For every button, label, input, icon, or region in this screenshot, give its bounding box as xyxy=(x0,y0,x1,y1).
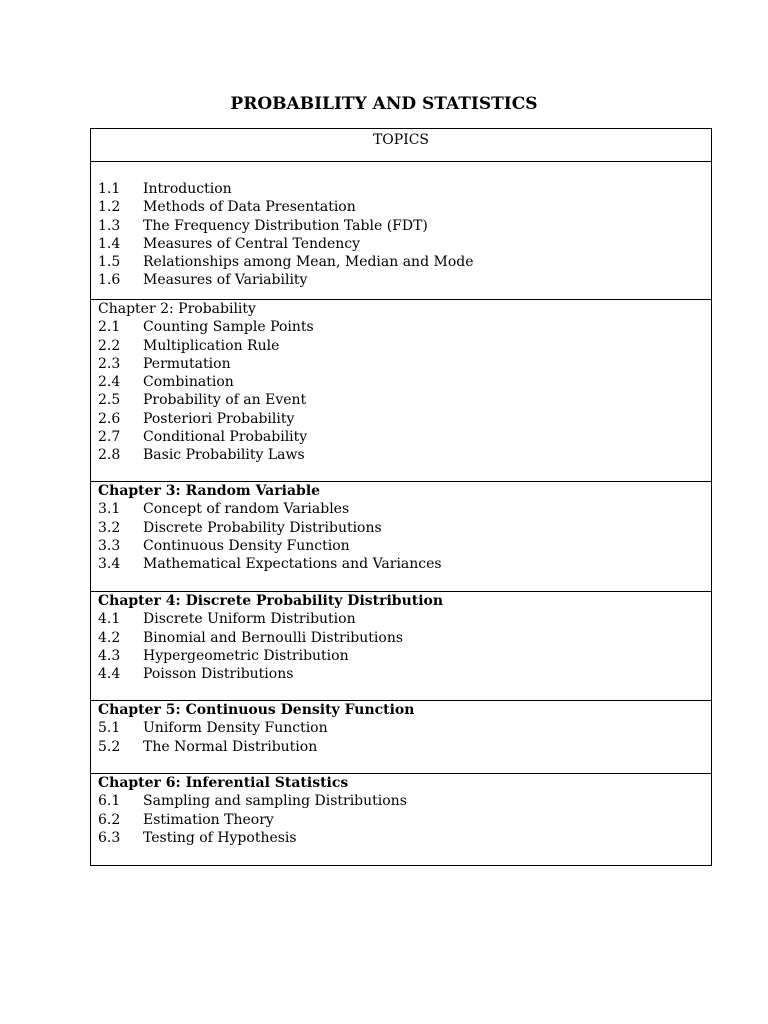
topic-number: 1.2 xyxy=(98,199,121,216)
section-6 xyxy=(91,773,711,865)
topic-item xyxy=(98,355,711,373)
topic-number: 2.6 xyxy=(98,410,121,427)
topic-number: 1.1 xyxy=(98,181,121,197)
topic-item xyxy=(98,373,711,391)
section-5 xyxy=(91,700,711,773)
topic-text: The Normal Distribution xyxy=(143,738,318,755)
topic-text: Concept of random Variables xyxy=(143,501,350,518)
topic-number: 1.6 xyxy=(98,272,121,289)
chapter-heading: Chapter 2: Probability xyxy=(98,301,256,317)
topic-text: Introduction xyxy=(143,181,232,197)
topic-text: Sampling and sampling Distributions xyxy=(143,793,407,810)
topic-item xyxy=(98,500,711,518)
chapter-heading: Chapter 3: Random Variable xyxy=(98,483,321,499)
chapter-heading: Chapter 6: Inferential Statistics xyxy=(98,775,349,791)
topic-text: Methods of Data Presentation xyxy=(143,199,356,216)
topic-item xyxy=(98,537,711,555)
topic-item xyxy=(98,253,711,271)
page-title: PROBABILITY AND STATISTICS xyxy=(230,94,538,114)
topic-text: Counting Sample Points xyxy=(143,319,314,336)
topic-text: The Frequency Distribution Table (FDT) xyxy=(143,217,428,234)
topic-number: 3.1 xyxy=(98,501,121,518)
topic-item xyxy=(98,665,711,683)
topic-text: Measures of Variability xyxy=(143,272,308,289)
topic-item xyxy=(98,719,711,737)
topic-item xyxy=(98,410,711,428)
topic-text: Mathematical Expectations and Variances xyxy=(143,556,442,573)
topic-number: 2.2 xyxy=(98,337,121,354)
topic-number: 2.4 xyxy=(98,374,121,391)
topic-number: 3.4 xyxy=(98,556,121,573)
topics-table xyxy=(90,128,712,866)
topic-item xyxy=(98,337,711,355)
topic-number: 6.1 xyxy=(98,793,121,810)
topic-item xyxy=(98,647,711,665)
topic-number: 4.1 xyxy=(98,611,121,628)
topic-number: 2.8 xyxy=(98,447,121,464)
topic-number: 1.3 xyxy=(98,217,121,234)
topic-number: 6.3 xyxy=(98,829,121,846)
chapter-heading: Chapter 4: Discrete Probability Distribution xyxy=(98,593,444,609)
topic-text: Basic Probability Laws xyxy=(143,447,305,464)
topic-item xyxy=(98,198,711,216)
topic-number: 3.2 xyxy=(98,519,121,536)
topic-number: 1.5 xyxy=(98,254,121,271)
topic-item xyxy=(98,391,711,409)
topic-text: Discrete Probability Distributions xyxy=(143,519,382,536)
section-3 xyxy=(91,481,711,591)
topic-item xyxy=(98,555,711,573)
topic-text: Discrete Uniform Distribution xyxy=(143,611,356,628)
topic-text: Poisson Distributions xyxy=(143,666,294,683)
topic-text: Binomial and Bernoulli Distributions xyxy=(143,629,404,646)
topic-item xyxy=(98,217,711,235)
topic-number: 5.2 xyxy=(98,738,121,755)
topic-number: 2.3 xyxy=(98,355,121,372)
topic-item xyxy=(98,519,711,537)
topic-text: Uniform Density Function xyxy=(143,720,328,737)
topic-number: 2.1 xyxy=(98,319,121,336)
topic-text: Estimation Theory xyxy=(143,811,274,828)
topic-item xyxy=(98,318,711,336)
topic-number: 6.2 xyxy=(98,811,121,828)
topic-text: Relationships among Mean, Median and Mode xyxy=(143,254,474,271)
topic-text: Multiplication Rule xyxy=(143,337,280,354)
topic-item xyxy=(98,738,711,756)
section-1 xyxy=(91,161,711,299)
topic-number: 2.7 xyxy=(98,429,121,446)
topic-number: 4.4 xyxy=(98,666,121,683)
topic-item xyxy=(98,428,711,446)
topic-item xyxy=(98,829,711,847)
topic-item xyxy=(98,446,711,464)
topic-item xyxy=(98,792,711,810)
topic-text: Probability of an Event xyxy=(143,392,307,409)
topic-number: 5.1 xyxy=(98,720,121,737)
topic-item xyxy=(98,271,711,289)
topic-text: Conditional Probability xyxy=(143,429,308,446)
topic-number: 4.3 xyxy=(98,647,121,664)
section-4 xyxy=(91,591,711,700)
topic-text: Combination xyxy=(143,374,234,391)
topics-header: TOPICS xyxy=(372,132,430,148)
topic-text: Testing of Hypothesis xyxy=(143,829,297,846)
topic-number: 4.2 xyxy=(98,629,121,646)
topic-item xyxy=(98,811,711,829)
topic-text: Measures of Central Tendency xyxy=(143,235,361,252)
topic-item xyxy=(98,180,711,198)
topic-number: 3.3 xyxy=(98,537,121,554)
topic-number: 1.4 xyxy=(98,235,121,252)
topic-item xyxy=(98,610,711,628)
topic-text: Hypergeometric Distribution xyxy=(143,647,349,664)
topic-item xyxy=(98,235,711,253)
topic-text: Continuous Density Function xyxy=(143,537,350,554)
topic-item xyxy=(98,629,711,647)
topic-number: 2.5 xyxy=(98,392,121,409)
chapter-heading: Chapter 5: Continuous Density Function xyxy=(98,702,415,718)
topic-text: Permutation xyxy=(143,355,231,372)
section-2 xyxy=(91,299,711,481)
topic-text: Posteriori Probability xyxy=(143,410,295,427)
